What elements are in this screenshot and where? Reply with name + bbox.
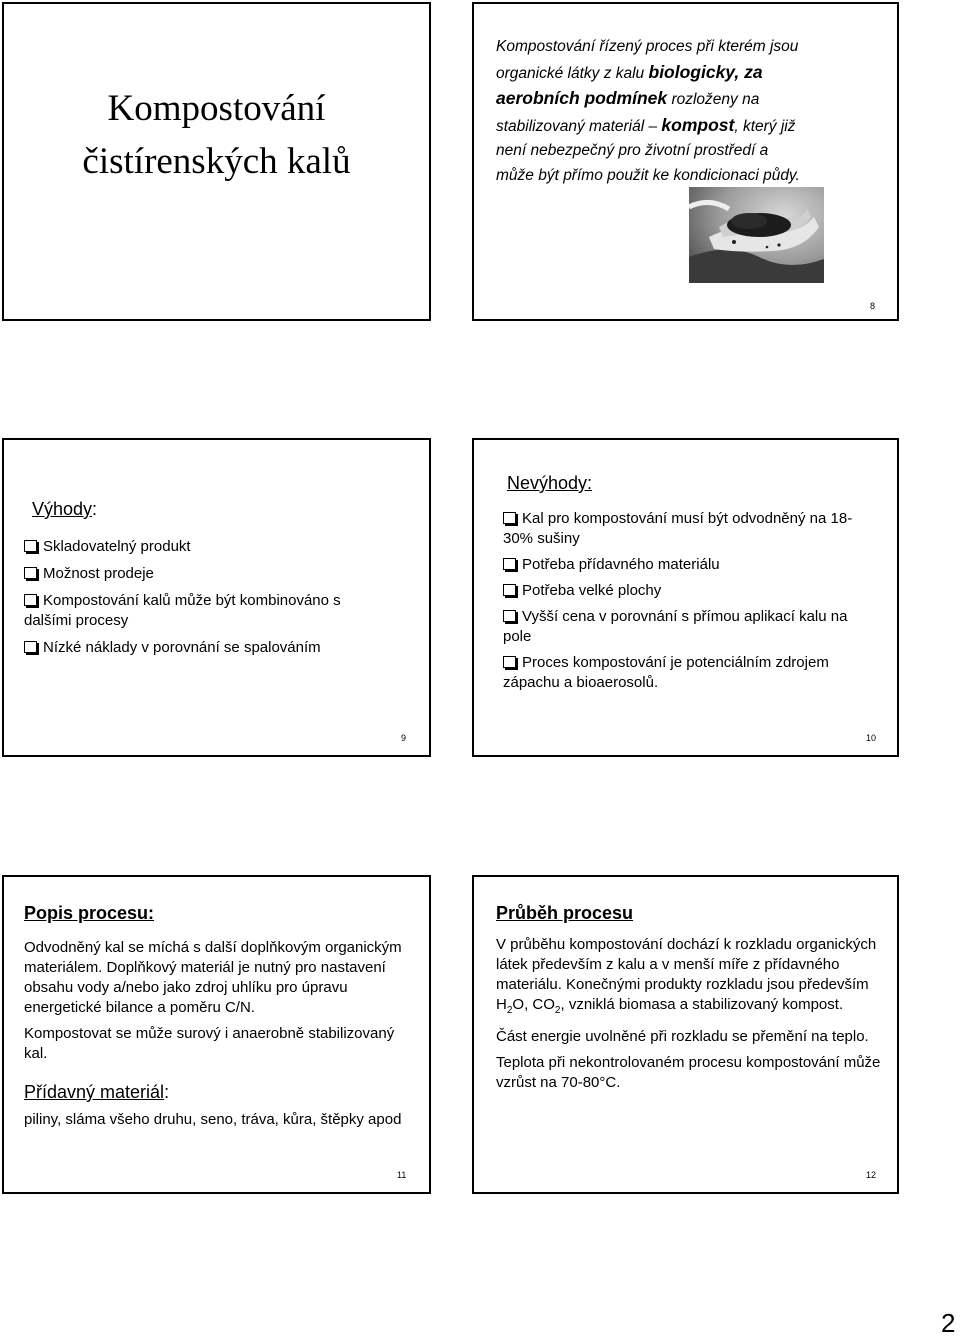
additive-body bbox=[24, 1110, 419, 1136]
checkbox-bullet-icon bbox=[24, 567, 37, 579]
definition-fragment: organické látky z kalu bbox=[496, 64, 649, 82]
process-heading bbox=[24, 903, 154, 924]
checkbox-bullet-icon bbox=[24, 594, 37, 606]
course-text: , vzniklá biomasa a stabilizovaný kompost. bbox=[560, 996, 844, 1013]
subscript: 2 bbox=[554, 1005, 561, 1016]
slide-number: 8 bbox=[870, 301, 876, 311]
course-paragraph bbox=[496, 935, 881, 1021]
list-item-text: Proces kompostování je potenciálním zdrojem zápachu a bioaerosolů. bbox=[503, 654, 829, 691]
heading-colon: : bbox=[92, 499, 98, 519]
title-line-2: čistírenských kalů bbox=[82, 141, 351, 182]
definition-dash: – bbox=[644, 117, 662, 135]
course-text: O, CO bbox=[512, 996, 555, 1013]
checkbox-bullet-icon bbox=[503, 656, 516, 668]
list-item-text: Možnost prodeje bbox=[43, 565, 154, 582]
list-item bbox=[24, 591, 384, 631]
list-item-text: Vyšší cena v porovnání s přímou aplikací kalu na pole bbox=[503, 608, 848, 645]
list-item bbox=[503, 555, 873, 575]
list-item bbox=[24, 564, 384, 584]
definition-fragment: , který již bbox=[734, 117, 796, 135]
list-item bbox=[24, 638, 384, 658]
slide-number: 12 bbox=[866, 1170, 877, 1180]
checkbox-bullet-icon bbox=[24, 540, 37, 552]
disadvantages-list bbox=[503, 509, 873, 699]
slide-process-course bbox=[472, 875, 899, 1194]
process-heading-text: Popis procesu: bbox=[24, 903, 155, 923]
slide-title bbox=[2, 2, 431, 321]
checkbox-bullet-icon bbox=[24, 641, 37, 653]
checkbox-bullet-icon bbox=[503, 584, 516, 596]
slide-number: 10 bbox=[866, 733, 877, 743]
list-item bbox=[24, 537, 384, 557]
heading-colon: : bbox=[164, 1082, 170, 1102]
list-item-text: Kompostování kalů může být kombinováno s dalšími procesy bbox=[24, 592, 341, 629]
slide-disadvantages bbox=[472, 438, 899, 757]
page-number: 2 bbox=[941, 1308, 956, 1338]
checkbox-bullet-icon bbox=[503, 512, 516, 524]
list-item bbox=[503, 581, 873, 601]
course-body bbox=[496, 935, 881, 1099]
definition-line-6: může být přímo použit ke kondicionaci půdy. bbox=[496, 166, 800, 184]
list-item bbox=[503, 653, 873, 693]
definition-line-5: není nebezpečný pro životní prostředí a bbox=[496, 142, 769, 159]
process-paragraph: Kompostovat se může surový i anaerobně stabilizovaný kal. bbox=[24, 1025, 395, 1062]
process-paragraph: Odvodněný kal se míchá s další doplňkovým organickým materiálem. Doplňkový materiál je nutný pro nastavení obsahu vody a/nebo jako zdroj uhlíku pro úpravu energetické bilance a poměru C/N. bbox=[24, 939, 402, 1016]
additive-paragraph: piliny, sláma všeho druhu, seno, tráva, kůra, štěpky apod bbox=[24, 1111, 402, 1128]
slide-number: 11 bbox=[397, 1170, 407, 1180]
compost-hands-image bbox=[689, 187, 824, 283]
definition-fragment: rozloženy na bbox=[667, 91, 760, 108]
process-body bbox=[24, 938, 419, 1070]
slide-definition bbox=[472, 2, 899, 321]
additive-heading-text: Přídavný materiál bbox=[24, 1082, 165, 1102]
disadvantages-heading-text: Nevýhody: bbox=[507, 473, 593, 493]
slide-process-description bbox=[2, 875, 431, 1194]
course-text: V průběhu kompostování dochází k rozkladu organických látek především z kalu a v menší míře z přídavného materiálu. Konečnými produkty rozkladu jsou především H bbox=[496, 936, 877, 1013]
definition-fragment: stabilizovaný materiál bbox=[496, 117, 645, 135]
checkbox-bullet-icon bbox=[503, 558, 516, 570]
subscript: 2 bbox=[506, 1005, 513, 1016]
definition-line-2 bbox=[496, 60, 891, 87]
checkbox-bullet-icon bbox=[503, 610, 516, 622]
course-paragraph: Část energie uvolněné při rozkladu se přemění na teplo. bbox=[496, 1028, 869, 1045]
definition-line-4 bbox=[496, 113, 891, 140]
list-item-text: Potřeba přídavného materiálu bbox=[522, 556, 720, 573]
definition-emphasis: aerobních podmínek bbox=[496, 88, 668, 108]
course-heading bbox=[496, 903, 633, 924]
definition-text bbox=[496, 35, 891, 188]
slide-title-text bbox=[4, 82, 429, 188]
course-paragraph: Teplota při nekontrolovaném procesu kompostování může vzrůst na 70-80°C. bbox=[496, 1054, 881, 1091]
advantages-list bbox=[24, 537, 384, 665]
list-item-text: Potřeba velké plochy bbox=[522, 582, 662, 599]
advantages-heading bbox=[32, 499, 97, 520]
course-heading-text: Průběh procesu bbox=[496, 903, 634, 923]
definition-line-3 bbox=[496, 86, 891, 113]
additive-heading bbox=[24, 1082, 169, 1103]
list-item-text: Nízké náklady v porovnání se spalováním bbox=[43, 639, 321, 656]
slide-number: 9 bbox=[401, 733, 407, 743]
definition-emphasis: kompost bbox=[661, 114, 735, 135]
advantages-heading-text: Výhody bbox=[32, 499, 93, 519]
title-line-1: Kompostování bbox=[107, 88, 326, 129]
slide-advantages bbox=[2, 438, 431, 757]
definition-line-1: Kompostování řízený proces při kterém jsou bbox=[496, 38, 799, 55]
list-item-text: Kal pro kompostování musí být odvodněný na 18-30% sušiny bbox=[503, 510, 853, 547]
disadvantages-heading bbox=[507, 473, 592, 494]
list-item bbox=[503, 509, 873, 549]
list-item-text: Skladovatelný produkt bbox=[43, 538, 191, 555]
list-item bbox=[503, 607, 873, 647]
definition-emphasis: biologicky, za bbox=[648, 61, 763, 82]
